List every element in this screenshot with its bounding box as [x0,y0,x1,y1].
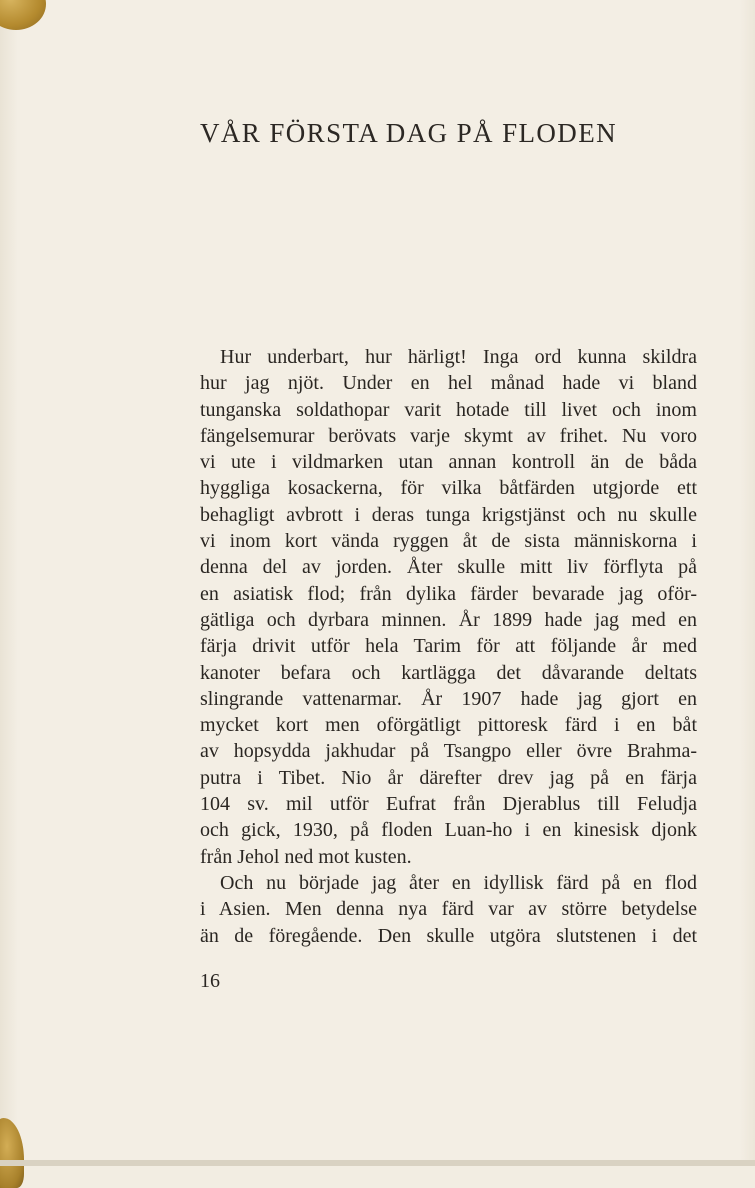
text-line: av hopsydda jakhudar på Tsangpo eller övre Brahma- [200,740,697,763]
text-line: tunganska soldathopar varit hotade till livet och inom [200,398,697,421]
text-line: mycket kort men oförgätligt pittoresk färd i en båt [200,714,697,737]
text-line: en asiatisk flod; från dylika färder bevarade jag oför- [200,582,697,605]
text-line: från Jehol ned mot kusten. [200,845,412,868]
text-line: vi inom kort vända ryggen åt de sista människorna i [200,530,697,553]
text-line: kanoter befara och kartlägga det dåvarande deltats [200,661,697,684]
paragraph-2 [200,870,697,949]
text-line: och gick, 1930, på floden Luan-ho i en kinesisk djonk [200,819,697,842]
text-line: Och nu började jag åter en idyllisk färd på en flod [220,871,697,894]
text-line: putra i Tibet. Nio år därefter drev jag på en färja [200,766,697,789]
page-bottom-edge [0,1160,755,1166]
text-line: Hur underbart, hur härligt! Inga ord kunna skildra [220,346,697,368]
text-line: gätliga och dyrbara minnen. År 1899 hade jag med en [200,608,697,631]
text-line: fängelsemurar berövats varje skymt av frihet. Nu voro [200,424,697,447]
chapter-title: VÅR FÖRSTA DAG PÅ FLODEN [200,118,617,148]
text-line: slingrande vattenarmar. År 1907 hade jag gjort en [200,687,697,710]
text-line: i Asien. Men denna nya färd var av större betydelse [200,898,697,921]
text-line: denna del av jorden. Åter skulle mitt liv förflyta på [200,556,697,579]
page-number: 16 [200,970,220,992]
body-text [200,344,697,949]
text-line: behagligt avbrott i deras tunga krigstjänst och nu skulle [200,503,697,526]
text-line: färja drivit utför hela Tarim för att följande år med [200,635,697,658]
text-line: 104 sv. mil utför Eufrat från Djerablus till Feludja [200,793,697,816]
text-line: hur jag njöt. Under en hel månad hade vi bland [200,372,697,395]
text-line: hyggliga kosackerna, för vilka båtfärden utgjorde ett [200,477,697,500]
paragraph-1 [200,344,697,870]
gilt-edge-mark [0,0,46,30]
gilt-edge-mark-bottom [0,1118,24,1188]
text-line: än de föregående. Den skulle utgöra slutstenen i det [200,924,697,947]
text-line: vi ute i vildmarken utan annan kontroll än de båda [200,451,697,474]
